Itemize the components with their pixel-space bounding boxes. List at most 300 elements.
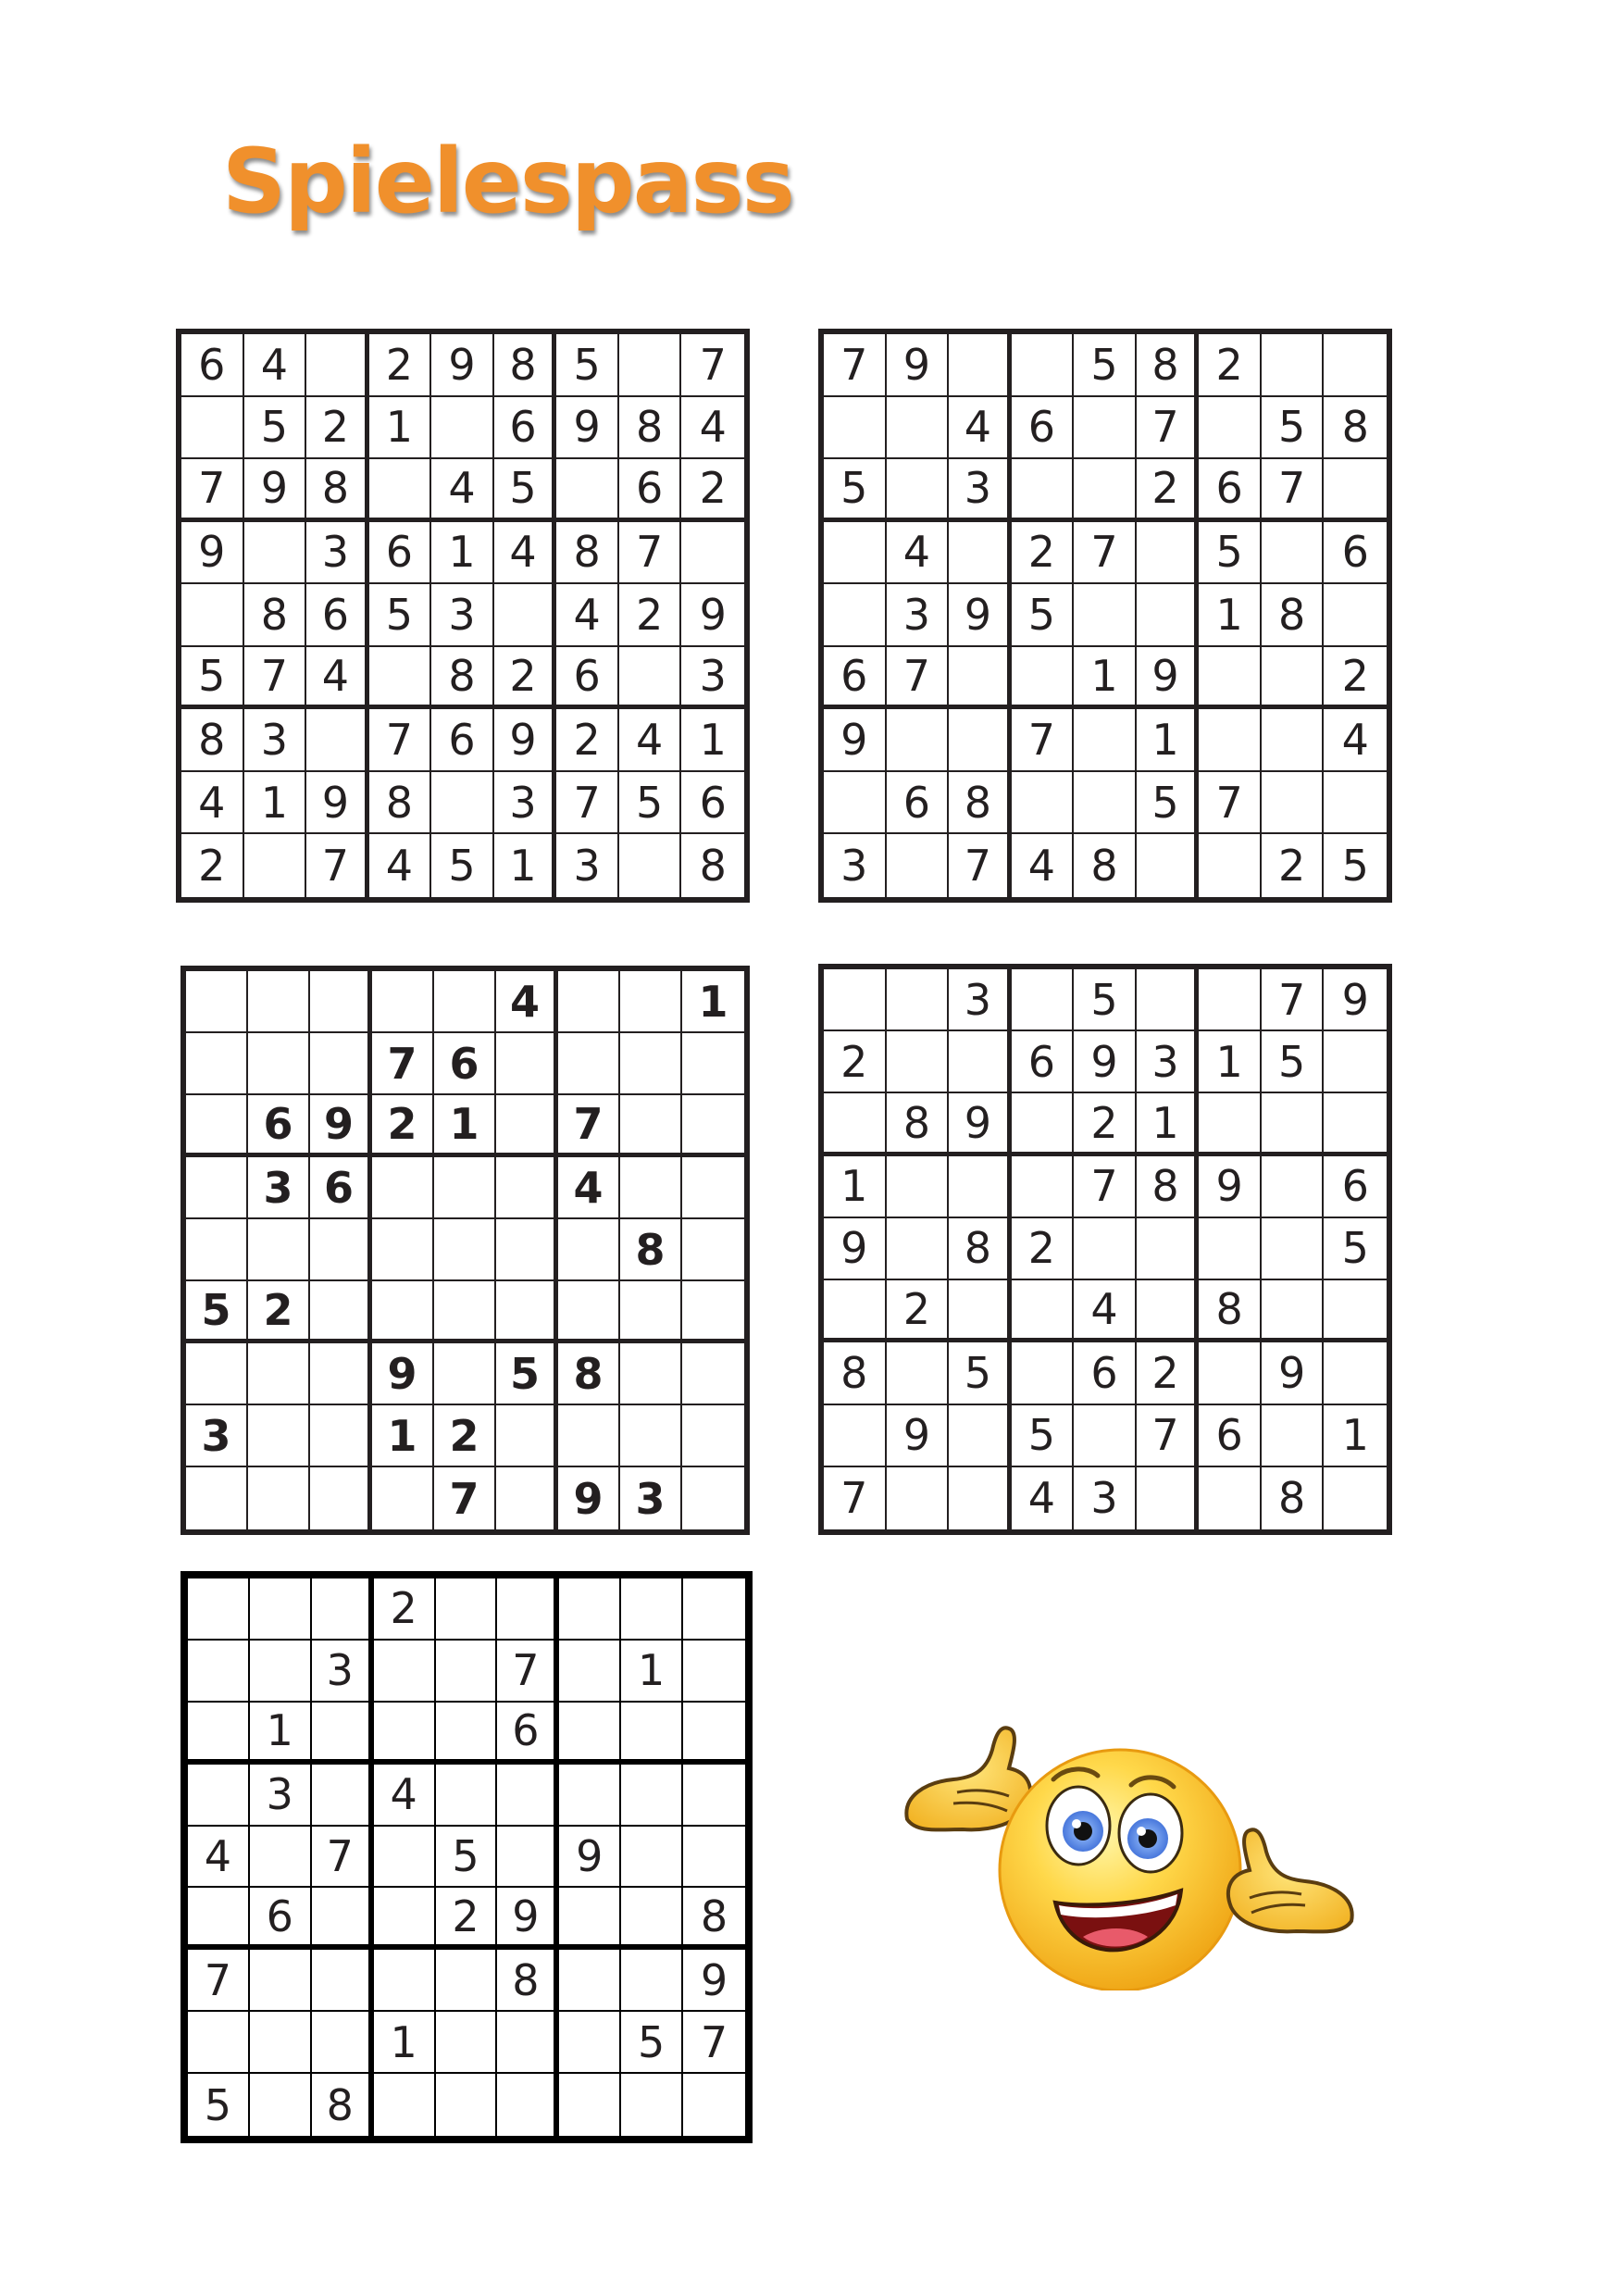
- sudoku-cell: 8: [497, 1950, 559, 2012]
- sudoku-cell: [434, 971, 496, 1033]
- sudoku-cell: [436, 1765, 498, 1827]
- sudoku-cell: 7: [1199, 772, 1262, 835]
- sudoku-cell: [1074, 397, 1137, 460]
- sudoku-cell: [374, 2074, 436, 2136]
- sudoku-cell: [683, 2074, 745, 2136]
- sudoku-cell: [186, 1467, 248, 1529]
- sudoku-cell: 1: [374, 2012, 436, 2074]
- sudoku-cell: 4: [369, 834, 432, 897]
- sudoku-cell: 5: [494, 459, 557, 522]
- sudoku-cell: [434, 1281, 496, 1343]
- sudoku-cell: [496, 1467, 558, 1529]
- sudoku-cell: 7: [1137, 397, 1200, 460]
- sudoku-cell: 9: [1137, 647, 1200, 710]
- sudoku-cell: 7: [558, 1095, 620, 1157]
- sudoku-cell: [887, 834, 950, 897]
- sudoku-cell: 3: [556, 834, 619, 897]
- sudoku-cell: [436, 1950, 498, 2012]
- sudoku-cell: [1324, 334, 1387, 397]
- sudoku-cell: [1324, 584, 1387, 647]
- sudoku-cell: 3: [250, 1765, 312, 1827]
- sudoku-cell: [824, 969, 887, 1031]
- sudoku-cell: [1324, 772, 1387, 835]
- sudoku-cell: [1262, 647, 1325, 710]
- sudoku-cell: [188, 1765, 250, 1827]
- sudoku-cell: [312, 1950, 374, 2012]
- sudoku-cell: [372, 1157, 434, 1219]
- sudoku-cell: [1137, 1280, 1200, 1342]
- sudoku-cell: 8: [683, 1888, 745, 1950]
- sudoku-cell: [1262, 522, 1325, 585]
- sudoku-cell: 2: [887, 1280, 950, 1342]
- sudoku-cell: [887, 1031, 950, 1093]
- sudoku-cell: 4: [1074, 1280, 1137, 1342]
- sudoku-cell: 8: [1324, 397, 1387, 460]
- sudoku-cell: [683, 1641, 745, 1703]
- sudoku-cell: 6: [497, 1703, 559, 1765]
- sudoku-cell: [497, 1578, 559, 1641]
- sudoku-cell: [1199, 1218, 1262, 1280]
- sudoku-cell: [1012, 1093, 1075, 1155]
- sudoku-cell: [436, 1703, 498, 1765]
- sudoku-cell: 8: [494, 334, 557, 397]
- sudoku-grid-3: [180, 966, 750, 1535]
- sudoku-cell: [559, 1703, 621, 1765]
- sudoku-cell: [620, 1281, 682, 1343]
- sudoku-cell: [1262, 1405, 1325, 1467]
- sudoku-cell: [372, 971, 434, 1033]
- sudoku-cell: 5: [1012, 1405, 1075, 1467]
- sudoku-cell: 5: [1012, 584, 1075, 647]
- sudoku-cell: 8: [619, 397, 682, 460]
- sudoku-cell: [621, 1888, 683, 1950]
- sudoku-cell: 5: [436, 1827, 498, 1889]
- sudoku-cell: 6: [681, 772, 744, 835]
- sudoku-cell: [374, 1888, 436, 1950]
- sudoku-cell: [497, 2012, 559, 2074]
- sudoku-cell: 7: [244, 647, 307, 710]
- sudoku-cell: [188, 1578, 250, 1641]
- sudoku-cell: [250, 1827, 312, 1889]
- sudoku-cell: 3: [244, 709, 307, 772]
- sudoku-cell: [559, 2012, 621, 2074]
- sudoku-cell: [558, 1405, 620, 1467]
- sudoku-cell: [248, 971, 310, 1033]
- sudoku-cell: [682, 1343, 744, 1405]
- sudoku-cell: 7: [434, 1467, 496, 1529]
- sudoku-cell: 5: [1074, 334, 1137, 397]
- sudoku-cell: [682, 1033, 744, 1095]
- sudoku-cell: 1: [244, 772, 307, 835]
- sudoku-cell: 5: [824, 459, 887, 522]
- sudoku-cell: 6: [824, 647, 887, 710]
- sudoku-cell: 8: [558, 1343, 620, 1405]
- sudoku-cell: 2: [1012, 522, 1075, 585]
- sudoku-cell: [310, 971, 372, 1033]
- sudoku-cell: [494, 584, 557, 647]
- sudoku-cell: [496, 1095, 558, 1157]
- sudoku-cell: 1: [1074, 647, 1137, 710]
- sudoku-cell: 7: [824, 334, 887, 397]
- sudoku-cell: 1: [824, 1156, 887, 1218]
- sudoku-cell: [306, 334, 369, 397]
- sudoku-cell: [1074, 1218, 1137, 1280]
- sudoku-cell: 7: [369, 709, 432, 772]
- sudoku-cell: [824, 1093, 887, 1155]
- sudoku-cell: [1074, 709, 1137, 772]
- sudoku-cell: 2: [824, 1031, 887, 1093]
- sudoku-cell: 2: [306, 397, 369, 460]
- sudoku-cell: 7: [372, 1033, 434, 1095]
- sudoku-grid-1: [176, 329, 750, 903]
- sudoku-cell: 7: [306, 834, 369, 897]
- sudoku-cell: 2: [181, 834, 244, 897]
- sudoku-cell: 5: [1341, 841, 1369, 892]
- sudoku-cell: 6: [181, 334, 244, 397]
- sudoku-cell: 3: [949, 459, 1012, 522]
- sudoku-cell: [681, 522, 744, 585]
- sudoku-cell: 3: [887, 584, 950, 647]
- sudoku-cell: 1: [1199, 584, 1262, 647]
- sudoku-cell: 6: [310, 1157, 372, 1219]
- sudoku-cell: [1262, 772, 1325, 835]
- sudoku-cell: [887, 1467, 950, 1529]
- sudoku-cell: 8: [306, 459, 369, 522]
- sudoku-cell: [436, 2074, 498, 2136]
- sudoku-cell: [1199, 709, 1262, 772]
- sudoku-cell: [312, 2012, 374, 2074]
- sudoku-cell: 5: [1137, 772, 1200, 835]
- sudoku-cell: 9: [824, 1218, 887, 1280]
- sudoku-cell: [1199, 1342, 1262, 1404]
- sudoku-cell: 3: [312, 1641, 374, 1703]
- sudoku-cell: [248, 1405, 310, 1467]
- sudoku-cell: [1199, 969, 1262, 1031]
- sudoku-cell: 9: [556, 397, 619, 460]
- sudoku-cell: [1262, 1218, 1325, 1280]
- sudoku-cell: 8: [1262, 584, 1325, 647]
- sudoku-cell: 9: [494, 709, 557, 772]
- sudoku-cell: 5: [496, 1343, 558, 1405]
- sudoku-cell: 8: [1137, 334, 1200, 397]
- sudoku-cell: [188, 1888, 250, 1950]
- sudoku-cell: [620, 1157, 682, 1219]
- sudoku-cell: 9: [431, 334, 494, 397]
- sudoku-cell: [310, 1405, 372, 1467]
- sudoku-cell: [887, 1218, 950, 1280]
- sudoku-cell: 6: [248, 1095, 310, 1157]
- sudoku-cell: [250, 1641, 312, 1703]
- sudoku-cell: [181, 397, 244, 460]
- sudoku-cell: [824, 522, 887, 585]
- sudoku-cell: 1: [1137, 709, 1200, 772]
- sudoku-cell: [434, 1219, 496, 1281]
- sudoku-cell: [559, 1578, 621, 1641]
- sudoku-cell: [683, 1765, 745, 1827]
- sudoku-cell: [369, 647, 432, 710]
- sudoku-cell: 4: [1324, 709, 1387, 772]
- sudoku-cell: 6: [369, 522, 432, 585]
- sudoku-cell: [887, 969, 950, 1031]
- sudoku-cell: 6: [619, 459, 682, 522]
- sudoku-cell: 7: [497, 1641, 559, 1703]
- sudoku-cell: 5: [186, 1281, 248, 1343]
- sudoku-cell: [496, 1157, 558, 1219]
- sudoku-cell: [621, 2074, 683, 2136]
- sudoku-cell: [1262, 1093, 1325, 1155]
- sudoku-grid-5: [180, 1571, 753, 2143]
- sudoku-cell: [949, 1280, 1012, 1342]
- sudoku-cell: 1: [250, 1703, 312, 1765]
- sudoku-cell: 5: [949, 1342, 1012, 1404]
- sudoku-cell: [1262, 334, 1325, 397]
- sudoku-cell: [186, 1219, 248, 1281]
- sudoku-cell: 4: [374, 1765, 436, 1827]
- page-title: Spielespass: [222, 130, 793, 233]
- sudoku-cell: [559, 1641, 621, 1703]
- sudoku-cell: 9: [949, 584, 1012, 647]
- sudoku-cell: 2: [1324, 647, 1387, 710]
- sudoku-cell: 3: [824, 834, 887, 897]
- sudoku-cell: 9: [558, 1467, 620, 1529]
- sudoku-cell: [188, 2012, 250, 2074]
- sudoku-cell: [186, 1157, 248, 1219]
- sudoku-cell: [556, 459, 619, 522]
- sudoku-cell: [181, 584, 244, 647]
- sudoku-cell: 4: [181, 772, 244, 835]
- sudoku-cell: 3: [620, 1467, 682, 1529]
- sudoku-cell: 4: [494, 522, 557, 585]
- sudoku-cell: 5: [431, 834, 494, 897]
- sudoku-cell: 5: [1262, 397, 1325, 460]
- sudoku-cell: [682, 1405, 744, 1467]
- sudoku-cell: [1137, 584, 1200, 647]
- sudoku-cell: 1: [621, 1641, 683, 1703]
- sudoku-cell: 7: [312, 1827, 374, 1889]
- sudoku-cell: 2: [1137, 459, 1200, 522]
- sudoku-cell: [559, 1950, 621, 2012]
- sudoku-cell: 2: [681, 459, 744, 522]
- sudoku-cell: 1: [1199, 1031, 1262, 1093]
- waving-smiley-icon: [889, 1676, 1370, 1990]
- sudoku-cell: [1199, 834, 1262, 897]
- sudoku-cell: [312, 1703, 374, 1765]
- sudoku-cell: 6: [556, 647, 619, 710]
- sudoku-cell: [1199, 397, 1262, 460]
- sudoku-cell: [887, 397, 950, 460]
- sudoku-cell: 5: [1199, 522, 1262, 585]
- sudoku-cell: 4: [431, 459, 494, 522]
- sudoku-cell: [186, 971, 248, 1033]
- sudoku-cell: [621, 1703, 683, 1765]
- sudoku-cell: 6: [431, 709, 494, 772]
- sudoku-cell: 8: [949, 1218, 1012, 1280]
- sudoku-cell: 8: [244, 584, 307, 647]
- sudoku-cell: 6: [494, 397, 557, 460]
- sudoku-cell: 6: [306, 584, 369, 647]
- sudoku-cell: 9: [887, 334, 950, 397]
- sudoku-cell: 4: [1012, 1467, 1075, 1529]
- sudoku-cell: [949, 1405, 1012, 1467]
- sudoku-cell: [558, 971, 620, 1033]
- sudoku-cell: [1137, 1218, 1200, 1280]
- sudoku-cell: 8: [1262, 1467, 1325, 1529]
- sudoku-cell: [434, 1157, 496, 1219]
- sudoku-cell: 4: [496, 971, 558, 1033]
- sudoku-cell: 8: [431, 647, 494, 710]
- sudoku-cell: [621, 1950, 683, 2012]
- sudoku-cell: [312, 1578, 374, 1641]
- sudoku-cell: [1012, 1156, 1075, 1218]
- sudoku-cell: [1012, 1342, 1075, 1404]
- sudoku-cell: 5: [621, 2012, 683, 2074]
- sudoku-cell: 7: [683, 2012, 745, 2074]
- sudoku-cell: [250, 2012, 312, 2074]
- sudoku-cell: [374, 1703, 436, 1765]
- sudoku-cell: 3: [949, 969, 1012, 1031]
- sudoku-cell: [620, 1095, 682, 1157]
- sudoku-cell: 7: [949, 834, 1012, 897]
- sudoku-cell: [1324, 1342, 1387, 1404]
- sudoku-cell: 3: [248, 1157, 310, 1219]
- sudoku-cell: [621, 1827, 683, 1889]
- sudoku-cell: [620, 1033, 682, 1095]
- sudoku-cell: [559, 1765, 621, 1827]
- sudoku-cell: [559, 1888, 621, 1950]
- sudoku-cell: [682, 1281, 744, 1343]
- sudoku-cell: 9: [306, 772, 369, 835]
- sudoku-cell: [887, 1342, 950, 1404]
- sudoku-cell: 7: [1012, 709, 1075, 772]
- sudoku-cell: 7: [181, 459, 244, 522]
- sudoku-cell: 5: [1262, 1031, 1325, 1093]
- sudoku-cell: 1: [369, 397, 432, 460]
- sudoku-cell: [312, 1765, 374, 1827]
- sudoku-cell: [248, 1343, 310, 1405]
- sudoku-cell: 6: [250, 1888, 312, 1950]
- sudoku-cell: 4: [188, 1827, 250, 1889]
- sudoku-cell: 5: [1074, 969, 1137, 1031]
- sudoku-cell: [949, 334, 1012, 397]
- sudoku-cell: [1074, 584, 1137, 647]
- sudoku-cell: [497, 2074, 559, 2136]
- sudoku-cell: 1: [494, 834, 557, 897]
- sudoku-cell: 4: [949, 397, 1012, 460]
- sudoku-cell: [1324, 1467, 1387, 1529]
- sudoku-cell: 9: [824, 709, 887, 772]
- sudoku-cell: [436, 2012, 498, 2074]
- sudoku-cell: [1199, 1467, 1262, 1529]
- sudoku-cell: [188, 1703, 250, 1765]
- sudoku-cell: 5: [556, 334, 619, 397]
- sudoku-cell: 5: [369, 584, 432, 647]
- sudoku-cell: 6: [1012, 397, 1075, 460]
- sudoku-cell: 1: [434, 1095, 496, 1157]
- sudoku-cell: [558, 1219, 620, 1281]
- sudoku-cell: [949, 1467, 1012, 1529]
- sudoku-cell: [619, 834, 682, 897]
- sudoku-cell: 3: [306, 522, 369, 585]
- sudoku-cell: 1: [681, 709, 744, 772]
- sudoku-cell: 4: [556, 584, 619, 647]
- sudoku-cell: [250, 1950, 312, 2012]
- sudoku-cell: 4: [887, 522, 950, 585]
- sudoku-cell: 2: [494, 647, 557, 710]
- sudoku-cell: 7: [1262, 969, 1325, 1031]
- sudoku-cell: [824, 584, 887, 647]
- sudoku-cell: [887, 459, 950, 522]
- sudoku-grid-4: [818, 964, 1392, 1535]
- sudoku-cell: [621, 1765, 683, 1827]
- sudoku-cell: 9: [310, 1095, 372, 1157]
- sudoku-cell: 9: [181, 522, 244, 585]
- sudoku-cell: 8: [824, 1342, 887, 1404]
- sudoku-cell: [248, 1219, 310, 1281]
- sudoku-cell: [1137, 1467, 1200, 1529]
- sudoku-cell: [1074, 772, 1137, 835]
- sudoku-cell: [374, 1950, 436, 2012]
- sudoku-cell: [496, 1033, 558, 1095]
- sudoku-cell: 1: [431, 522, 494, 585]
- sudoku-cell: 8: [556, 522, 619, 585]
- sudoku-cell: 8: [699, 841, 727, 892]
- sudoku-cell: 1: [1324, 1405, 1387, 1467]
- sudoku-cell: [186, 1095, 248, 1157]
- sudoku-cell: 6: [1324, 1156, 1387, 1218]
- sudoku-cell: 6: [434, 1033, 496, 1095]
- sudoku-cell: 5: [181, 647, 244, 710]
- sudoku-cell: 2: [248, 1281, 310, 1343]
- sudoku-cell: [683, 1578, 745, 1641]
- sudoku-cell: [312, 1888, 374, 1950]
- sudoku-cell: [620, 1343, 682, 1405]
- sudoku-cell: [1262, 709, 1325, 772]
- sudoku-cell: [431, 397, 494, 460]
- sudoku-cell: [497, 1765, 559, 1827]
- sudoku-cell: 9: [372, 1343, 434, 1405]
- sudoku-cell: 4: [681, 397, 744, 460]
- sudoku-cell: 7: [1074, 522, 1137, 585]
- sudoku-cell: 7: [887, 647, 950, 710]
- sudoku-cell: 8: [312, 2074, 374, 2136]
- sudoku-cell: [250, 1578, 312, 1641]
- sudoku-cell: [1012, 969, 1075, 1031]
- sudoku-cell: [186, 1343, 248, 1405]
- sudoku-cell: 3: [186, 1405, 248, 1467]
- sudoku-cell: 3: [494, 772, 557, 835]
- sudoku-cell: [949, 647, 1012, 710]
- sudoku-cell: 8: [887, 1093, 950, 1155]
- sudoku-cell: 7: [619, 522, 682, 585]
- sudoku-cell: [436, 1578, 498, 1641]
- sudoku-cell: 6: [1074, 1342, 1137, 1404]
- sudoku-cell: [497, 1827, 559, 1889]
- sudoku-cell: [1074, 459, 1137, 522]
- sudoku-cell: [558, 1033, 620, 1095]
- sudoku-cell: 9: [1324, 969, 1387, 1031]
- sudoku-cell: 2: [1199, 334, 1262, 397]
- sudoku-cell: 2: [1137, 1342, 1200, 1404]
- sudoku-cell: 4: [1012, 834, 1075, 897]
- sudoku-cell: [372, 1281, 434, 1343]
- sudoku-cell: [949, 709, 1012, 772]
- sudoku-cell: 3: [1137, 1031, 1200, 1093]
- sudoku-cell: 4: [619, 709, 682, 772]
- sudoku-cell: [1012, 647, 1075, 710]
- sudoku-cell: [1324, 1031, 1387, 1093]
- sudoku-cell: 9: [559, 1827, 621, 1889]
- sudoku-cell: 6: [1199, 1405, 1262, 1467]
